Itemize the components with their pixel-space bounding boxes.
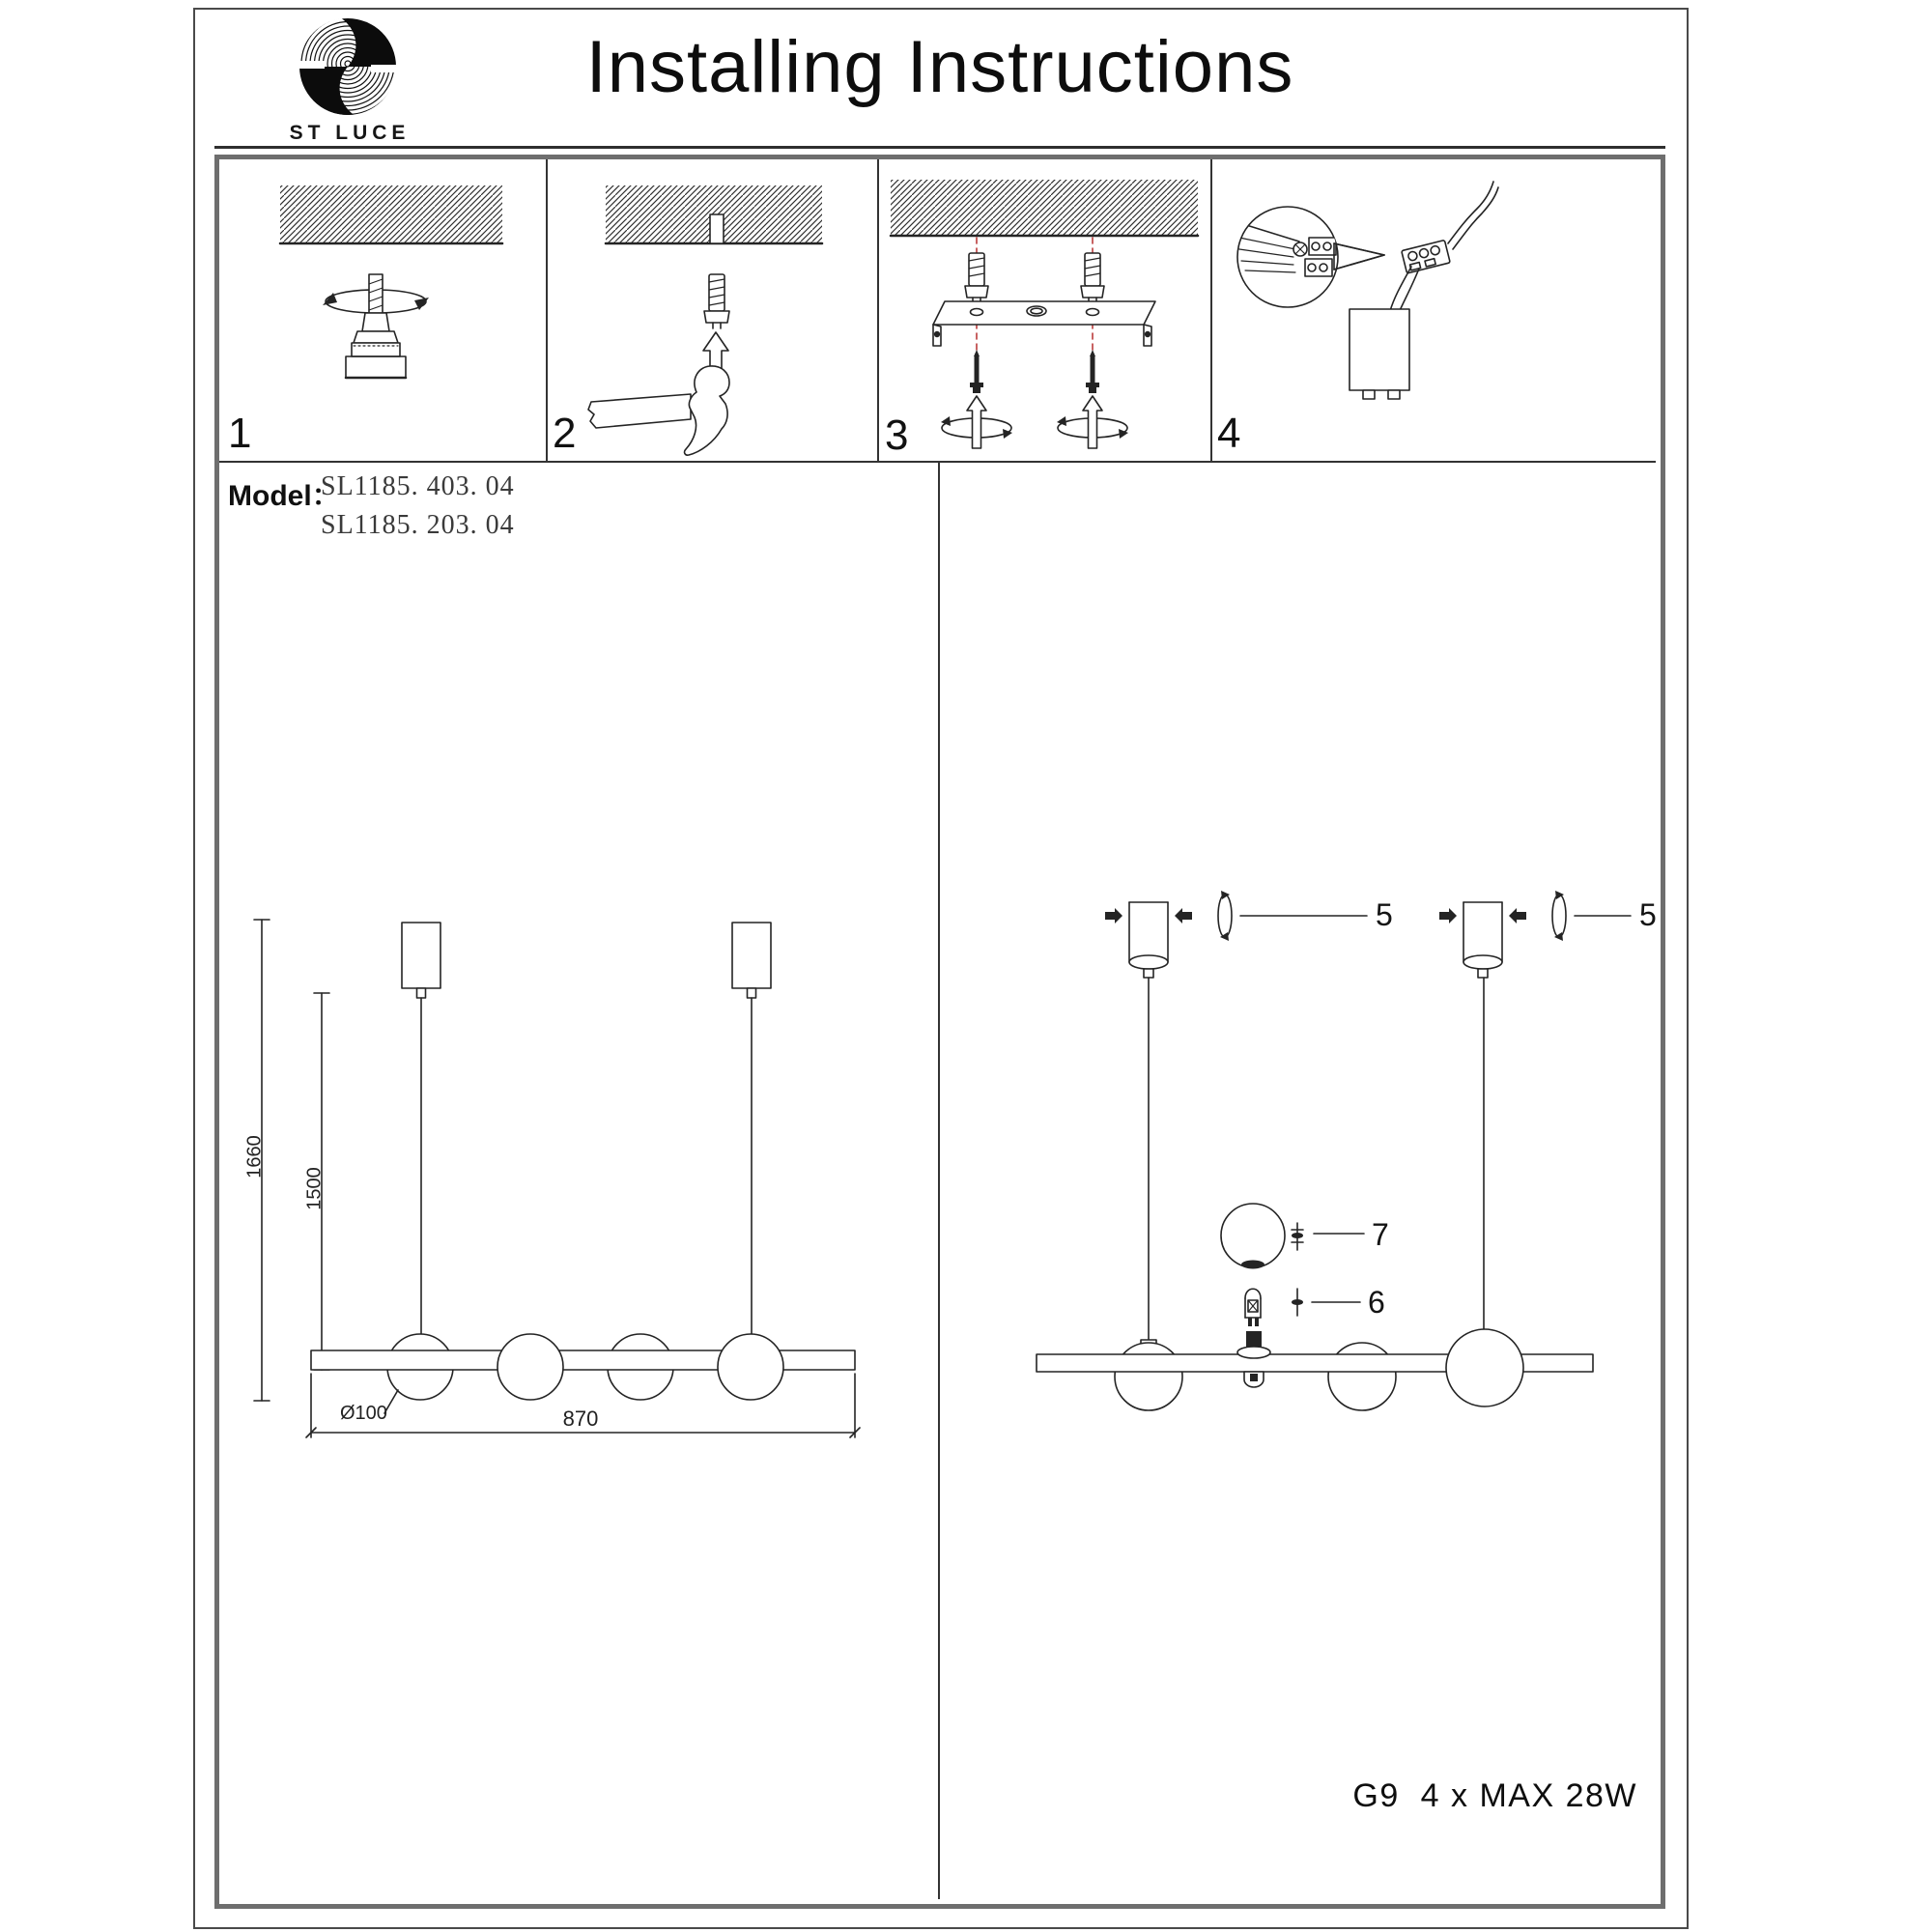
step-number-1: 1 bbox=[228, 410, 252, 457]
brand-name: ST LUCE bbox=[289, 122, 411, 144]
step-number-3: 3 bbox=[885, 412, 909, 459]
model-label: Model： bbox=[228, 480, 341, 512]
step-number-4: 4 bbox=[1217, 410, 1241, 457]
dim-wire-length: 1500 bbox=[303, 1167, 326, 1210]
part-label-canopy-left: 5 bbox=[1376, 897, 1393, 932]
dim-total-height: 1660 bbox=[243, 1135, 266, 1179]
dim-globe-diameter: Ø100 bbox=[340, 1403, 387, 1424]
lamp-spec: G9 4 x MAX 28W bbox=[1352, 1777, 1637, 1814]
part-label-bulb: 6 bbox=[1368, 1285, 1385, 1320]
part-label-canopy-right: 5 bbox=[1639, 897, 1657, 932]
step-number-2: 2 bbox=[553, 410, 577, 457]
model-value-1: SL1185. 403. 04 bbox=[321, 471, 515, 501]
page-title: Installing Instructions bbox=[585, 26, 1294, 108]
model-value-2: SL1185. 203. 04 bbox=[321, 510, 515, 540]
dim-bar-length: 870 bbox=[562, 1406, 599, 1431]
part-label-globe: 7 bbox=[1372, 1217, 1389, 1252]
step4-wiring-icon bbox=[1210, 160, 1664, 462]
pendant-exploded-diagram bbox=[939, 462, 1664, 1907]
step3-bracket-screws-icon bbox=[877, 160, 1210, 462]
step1-drill-ceiling-icon bbox=[214, 160, 546, 462]
header-rule bbox=[214, 146, 1665, 149]
step2-anchor-hammer-icon bbox=[546, 160, 877, 462]
